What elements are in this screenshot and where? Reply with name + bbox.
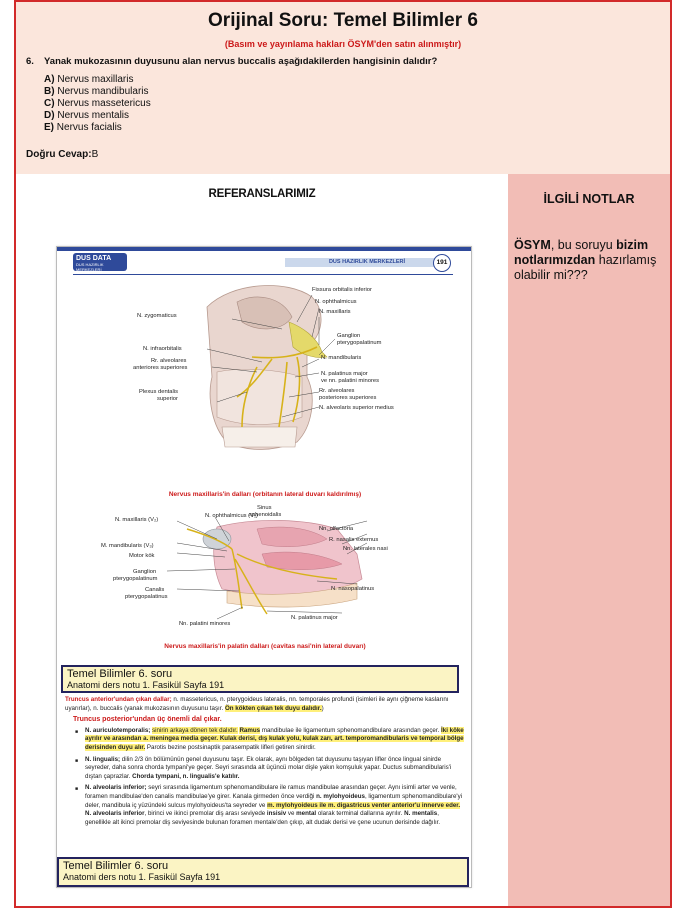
label-canalis: Canalis xyxy=(145,587,165,593)
label-palatini-minores: Nn. palatini minores xyxy=(179,621,231,627)
label-maxillaris: N. maxillaris xyxy=(319,309,351,315)
label-alveolares-post-2: posteriores superiores xyxy=(319,395,377,401)
figure1-caption: Nervus maxillaris'in dalları (orbitanın lateral duvarı kaldırılmış) xyxy=(168,491,362,498)
document-frame xyxy=(14,0,672,908)
label-ganglion: Ganglion xyxy=(337,333,361,339)
notes-body: ÖSYM, bu soruyu bizim notlarımızdan hazırlamış olabilir mi??? xyxy=(514,238,657,282)
reference-box-top-title: Temel Bilimler 6. soru xyxy=(67,668,173,680)
option-e: E) Nervus facialis xyxy=(44,122,122,133)
label-infraorbitalis: N. infraorbitalis xyxy=(143,346,182,352)
palatine-branches-figure xyxy=(57,499,472,639)
truncus-anterior-paragraph: Truncus anterior'undan çıkan dallar; n. massetericus, n. pterygoideus lateralis, nn. temporales profundi (isimleri ile aynı çiğneme kaslarını uyarırlar), n. buccalis (yanak mukozasının duyusunu taşır. Ön kökten çıkan tek duyu dalıdır.) xyxy=(65,696,449,712)
question-text xyxy=(26,56,437,67)
truncus-posterior-branches xyxy=(65,727,465,828)
label-alveolares-ant: Rr. alveolares xyxy=(151,358,187,364)
publisher-logo: DUS DATA DUS HAZIRLIK MERKEZLERİ xyxy=(73,253,127,271)
correct-answer xyxy=(26,149,98,160)
label-sinus: Sinus xyxy=(257,505,272,511)
label-ganglion-2c: pterygopalatinum xyxy=(113,576,158,582)
page-number: 191 xyxy=(433,254,451,272)
label-alveolares-ant-2: anteriores superiores xyxy=(133,365,188,371)
reference-box-bottom xyxy=(57,857,469,887)
question-panel xyxy=(16,2,670,174)
references-column xyxy=(16,174,508,908)
label-nasalis: R. nasalis externus xyxy=(329,537,379,543)
page-title: Orijinal Soru: Temel Bilimler 6 xyxy=(208,10,478,31)
label-fissura: Fissura orbitalis inferior xyxy=(312,287,372,293)
label-palatinus-2: ve nn. palatini minores xyxy=(321,378,380,384)
label-ophthalmicus: N. ophthalmicus xyxy=(315,299,357,305)
label-alveolares-post: Rr. alveolares xyxy=(319,388,355,394)
label-plexus: Plexus dentalis xyxy=(139,389,178,395)
maxillary-nerve-figure xyxy=(57,277,472,487)
header-divider xyxy=(73,274,453,275)
branch-alveolaris-inferior: ■ N. alveolaris inferior; seyri sırasında ligamentum sphenomandibulare ile ramus mandibulae arasından geçer. Aynı isimli arter ve venle, foramen mandibulae'den canalis mandibulae'ye girer. Kanala girmeden önce verdiği n. mylohyoideus, ligamentum sphenomandibulare'yi deler, mandibula iç yüzündeki sulcus mylohyoideus'ta seyreder ve m. mylohyoideus ile m. digastricus venter anterior'u innerve eder. N. alveolaris inferior, birinci ve ikinci premolar diş arası seviyede insisiv ve mental olarak terminal dallarına ayrılır. N. mentalis, genellikle alt ikinci premolar diş seviyesinde bulunan foramen mentale'den çıkıp, alt dudak derisi ve çene ucunun derisinde dağılır. xyxy=(85,784,465,827)
page-top-bar xyxy=(57,247,472,251)
textbook-page-image xyxy=(56,246,472,888)
label-ophthalmicus-v1: N. ophthalmicus (V₁) xyxy=(205,513,258,519)
reference-box-top-source: Anatomi ders notu 1. Fasikül Sayfa 191 xyxy=(67,680,225,690)
copyright-notice: (Basım ve yayınlama hakları ÖSYM'den satın alınmıştır) xyxy=(224,39,462,49)
label-palatinus-major: N. palatinus major xyxy=(291,615,338,621)
label-motor: Motor kök xyxy=(129,553,155,559)
option-b: B) Nervus mandibularis xyxy=(44,86,149,97)
label-nasopalatinus: N. nasopalatinus xyxy=(331,586,375,592)
label-mandibularis: N. mandibularis xyxy=(321,355,362,361)
branch-lingualis: ■ N. lingualis; dilin 2/3 ön bölümünün genel duyusunu taşır. Ek olarak, aynı bölgeden tat duyusunu taşıyan lifler önce lingual sinirde seyreder, daha sonra chorda tympani'ye geçer. Seyri sırasında alt üçüncü molar dişle yakın komşuluk yapar. Ductus submandibularis'i dıştan çaprazlar. Chorda tympani, n. lingualis'e katılır. xyxy=(85,756,465,782)
reference-box-bottom-source: Anatomi ders notu 1. Fasikül Sayfa 191 xyxy=(63,872,221,882)
answer-value: B xyxy=(91,149,99,160)
label-alveolaris-med: N. alveolaris superior medius xyxy=(319,405,394,411)
option-c: C) Nervus massetericus xyxy=(44,98,151,109)
label-canalis-2: pterygopalatinus xyxy=(125,594,168,600)
label-palatinus: N. palatinus major xyxy=(321,371,368,377)
label-ganglion-2b: Ganglion xyxy=(133,569,157,575)
label-zygomaticus: N. zygomaticus xyxy=(137,313,177,319)
label-maxillaris-v2: N. maxillaris (V₂) xyxy=(115,517,159,523)
question-stem: Yanak mukozasının duyusunu alan nervus buccalis aşağıdakilerden hangisinin dalıdır? xyxy=(44,56,438,67)
label-sinus-2: sphenoidalis xyxy=(249,512,282,518)
question-number: 6. xyxy=(26,56,34,67)
truncus-posterior-heading: Truncus posterior'undan üç önemli dal çıkar. xyxy=(73,716,222,724)
branch-auriculotemporalis: ■ N. auriculotemporalis; sinirin arkaya dönen tek dalıdır. Ramus mandibulae ile ligamentum sphenomandibulare arasından geçer. İki köke ayrılır ve arasından a. meningea media geçer. Kulak derisi, dış kulak yolu, kulak zarı, art. temporomandibularis ve temporal bölge derisinden duyu alır. Parotis bezine postsinaptik parasempatik lifleri getiren sinirdir. xyxy=(85,727,465,753)
reference-box-bottom-title: Temel Bilimler 6. soru xyxy=(63,860,169,872)
label-mandibularis-v3: M. mandibularis (V₃) xyxy=(101,543,154,549)
reference-box-top xyxy=(61,665,459,693)
option-a: A) Nervus maxillaris xyxy=(44,74,134,85)
label-plexus-2: superior xyxy=(157,396,178,402)
notes-text-block xyxy=(65,696,465,830)
references-title: REFERANSLARIMIZ xyxy=(208,188,316,200)
notes-title: İLGİLİ NOTLAR xyxy=(543,192,635,206)
answer-options xyxy=(44,74,151,134)
label-olfactoria: Nn. olfactoria xyxy=(319,526,354,532)
page-banner: DUS HAZIRLIK MERKEZLERİ xyxy=(285,258,449,267)
answer-label: Doğru Cevap: xyxy=(26,149,92,160)
label-laterales: Nn. laterales nasi xyxy=(343,546,388,552)
label-ganglion-2: pterygopalatinum xyxy=(337,340,382,346)
related-notes-column xyxy=(508,174,670,908)
option-d: D) Nervus mentalis xyxy=(44,110,130,121)
figure2-caption: Nervus maxillaris'in palatin dalları (cavitas nasi'nin lateral duvarı) xyxy=(164,643,366,650)
